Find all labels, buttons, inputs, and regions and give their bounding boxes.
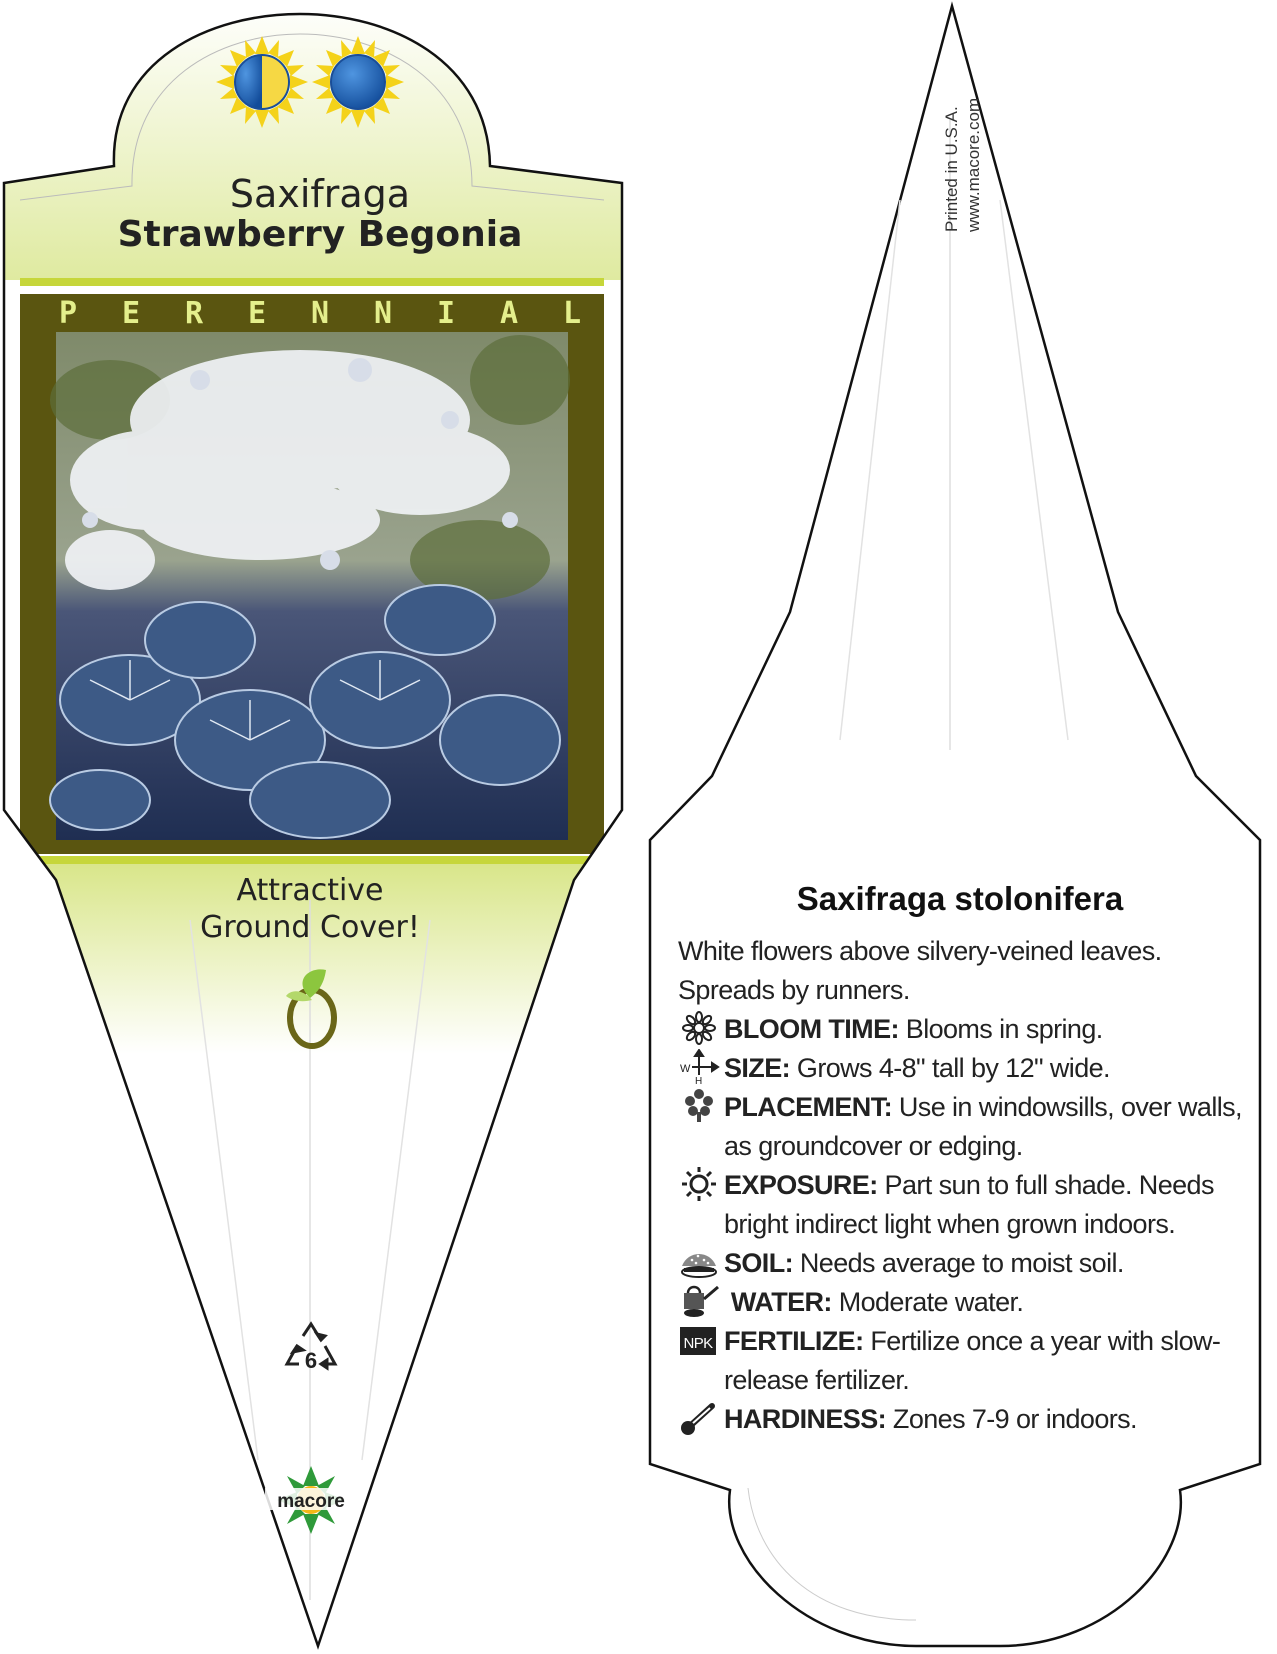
watering-can-icon xyxy=(678,1283,720,1319)
npk-text: NPK xyxy=(683,1335,713,1352)
attr-exposure xyxy=(678,1166,1248,1244)
attr-text: Zones 7-9 or indoors. xyxy=(892,1404,1137,1434)
plant-photo-icon xyxy=(50,332,570,840)
soil-icon xyxy=(678,1244,720,1280)
common-genus-title: Saxifraga xyxy=(229,172,411,216)
attr-label: HARDINESS: xyxy=(724,1404,887,1434)
size-icon-w: W xyxy=(680,1063,690,1075)
attr-placement xyxy=(678,1088,1248,1166)
attr-label: WATER: xyxy=(730,1287,832,1317)
attr-label: SIZE: xyxy=(724,1053,791,1083)
attr-text: Part sun to full shade. Needs bright indirect light when grown indoors. xyxy=(724,1170,1214,1239)
sun-icon xyxy=(678,1166,720,1202)
printer-info xyxy=(941,52,985,232)
care-info xyxy=(678,932,1248,1439)
website: www.macore.com xyxy=(964,97,983,232)
category-letter: E xyxy=(121,296,141,331)
attr-label: PLACEMENT: xyxy=(724,1092,892,1122)
category-label xyxy=(56,296,584,331)
category-letter: A xyxy=(499,296,519,331)
tagline xyxy=(110,872,510,946)
category-letter: P xyxy=(58,296,78,331)
category-letter: I xyxy=(436,296,456,331)
attr-water xyxy=(678,1283,1248,1322)
common-name-title: Strawberry Begonia xyxy=(117,214,523,255)
recycle-code: 6 xyxy=(304,1348,318,1373)
tagline-line-1: Attractive xyxy=(236,873,384,908)
attr-text: Moderate water. xyxy=(838,1287,1024,1317)
printed-in: Printed in U.S.A. xyxy=(942,106,961,232)
attr-label: FERTILIZE: xyxy=(724,1326,864,1356)
flower-icon xyxy=(678,1010,720,1046)
attr-text: Fertilize once a year with slow-release fertilizer. xyxy=(724,1326,1221,1395)
category-letter: R xyxy=(184,296,204,331)
attr-text: Grows 4-8" tall by 12" wide. xyxy=(796,1053,1110,1083)
brand-logo-text: macore xyxy=(277,1491,345,1512)
placement-icon xyxy=(678,1088,720,1124)
attr-size xyxy=(678,1049,1248,1088)
attr-text: Use in windowsills, over walls, as groundcover or edging. xyxy=(724,1092,1242,1161)
attr-soil xyxy=(678,1244,1248,1283)
thermometer-icon xyxy=(678,1400,720,1436)
category-letter: E xyxy=(247,296,267,331)
description: White flowers above silvery-veined leaves. Spreads by runners. xyxy=(678,936,1162,1005)
attr-hardiness xyxy=(678,1400,1248,1439)
category-letter: N xyxy=(373,296,393,331)
attr-bloom-time xyxy=(678,1010,1248,1049)
tagline-line-2: Ground Cover! xyxy=(200,910,420,945)
attr-text: Needs average to moist soil. xyxy=(799,1248,1124,1278)
npk-icon xyxy=(678,1322,720,1358)
size-icon-h: H xyxy=(695,1076,702,1085)
category-letter: L xyxy=(562,296,582,331)
category-letter: N xyxy=(310,296,330,331)
size-icon xyxy=(678,1049,720,1085)
attr-label: BLOOM TIME: xyxy=(724,1014,899,1044)
scientific-name: Saxifraga stolonifera xyxy=(796,880,1124,917)
attr-label: SOIL: xyxy=(724,1248,793,1278)
attr-text: Blooms in spring. xyxy=(905,1014,1103,1044)
attr-fertilize xyxy=(678,1322,1248,1400)
attr-label: EXPOSURE: xyxy=(724,1170,878,1200)
